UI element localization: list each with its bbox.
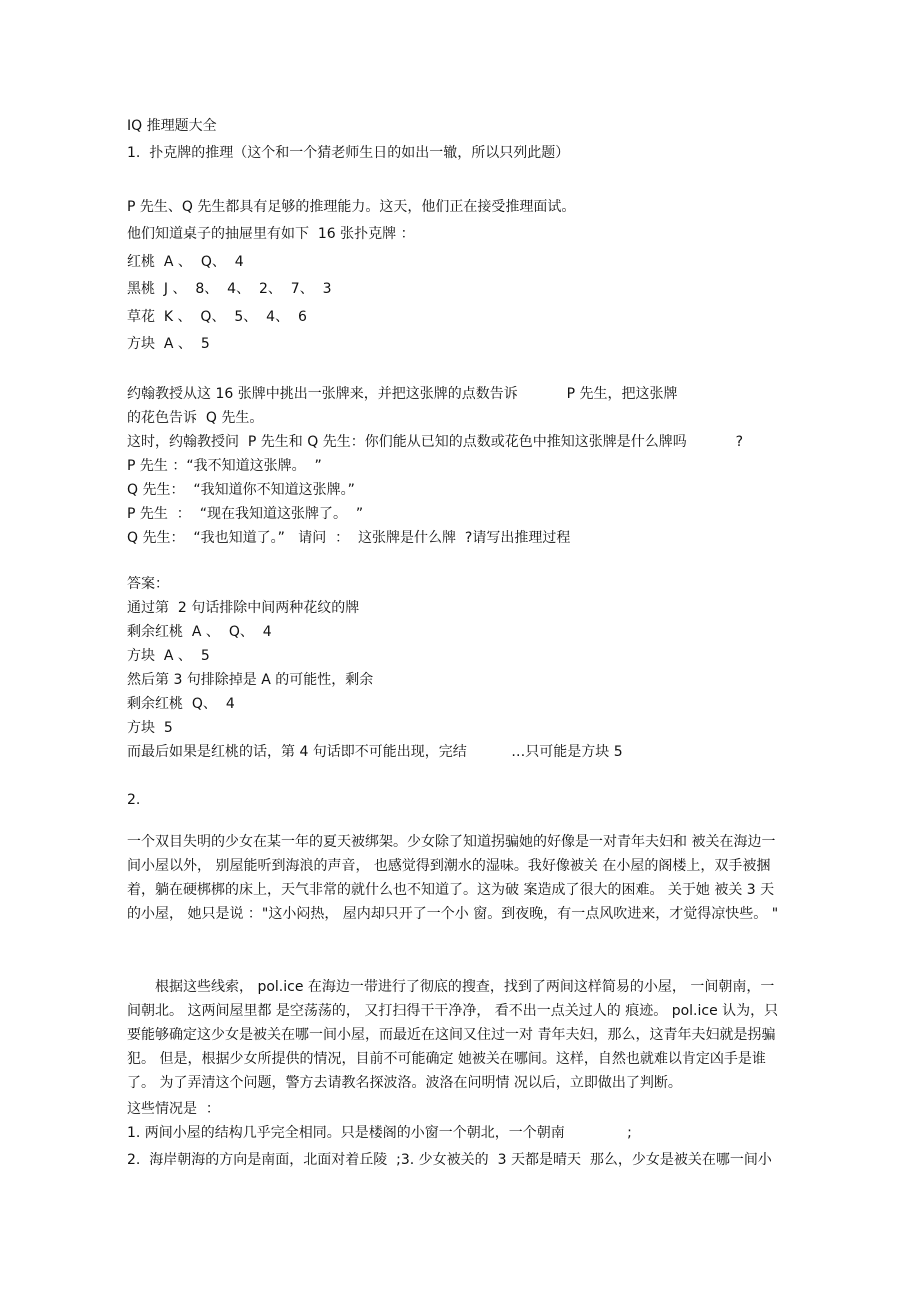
question-2-fact-1: 1. 两间小屋的结构几乎完全相同。只是楼阁的小窗一个朝北，一个朝南 ; xyxy=(127,1125,632,1141)
dialogue-line-3: P 先生 ： “现在我知道这张牌了。 ” xyxy=(127,506,364,522)
story-line-3: 这时，约翰教授问 P 先生和 Q 先生：你们能从已知的点数或花色中推知这张牌是什么牌吗 ? xyxy=(127,434,744,450)
intro-line-2: 他们知道桌子的抽屉里有如下 16 张扑克牌 ： xyxy=(127,226,415,242)
question-1-heading: 1. 扑克牌的推理（这个和一个猜老师生日的如出一辙，所以只列此题） xyxy=(127,145,570,161)
card-list-clubs: 草花 K 、 Q、 5、 4、 6 xyxy=(127,309,307,325)
answer-line-3: 方块 A 、 5 xyxy=(127,648,210,664)
answer-line-2: 剩余红桃 A 、 Q、 4 xyxy=(127,624,272,640)
story-line-1: 约翰教授从这 16 张牌中挑出一张牌来，并把这张牌的点数告诉 P 先生，把这张牌 xyxy=(127,386,678,402)
answer-line-7: 而最后如果是红桃的话，第 4 句话即不可能出现，完结 …只可能是方块 5 xyxy=(127,744,623,760)
intro-line-1: P 先生、Q 先生都具有足够的推理能力。这天，他们正在接受推理面试。 xyxy=(127,199,576,215)
card-list-hearts: 红桃 A 、 Q、 4 xyxy=(127,254,244,270)
question-2-paragraph-1: 一个双目失明的少女在某一年的夏天被绑架。少女除了知道拐骗她的好像是一对青年夫妇和 被关在海边一间小屋以外， 别屋能听到海浪的声音， 也感觉得到潮水的湿味。我好像被关 在小屋的阁楼上，双手被捆着，躺在硬梆梆的床上，天气非常的就什么也不知道了。这为破 案造成了很大的困难。 关于她 被关 3 天的小屋， 她只是说 ："这小闷热， 屋内却只开了一个小 窗。到夜晚，有一点风吹进来，才觉得凉快些。 " xyxy=(127,834,779,922)
dialogue-line-1: P 先生 ：“我不知道这张牌。 ” xyxy=(127,458,322,474)
question-2-paragraph-2: 根据这些线索， pol.ice 在海边一带进行了彻底的搜查，找到了两间这样简易的小屋， 一间朝南，一间朝北。 这两间屋里都 是空荡荡的， 又打扫得干干净净， 看不出一点关过人的 痕迹。 pol.ice 认为，只要能够确定这少女是被关在哪一间小屋，而最近在这间又住过一对 青年夫妇，那么，这青年夫妇就是拐骗犯。 但是，根据少女所提供的情况，目前不可能确定 她被关在哪间。这样，自然也就难以肯定凶手是谁了。 为了弄清这个问题，警方去请教名探波洛。波洛在问明情 况以后，立即做出了判断。 xyxy=(127,979,779,1091)
dialogue-line-4: Q 先生： “我也知道了。” 请问 ： 这张牌是什么牌 ?请写出推理过程 xyxy=(127,530,571,546)
answer-line-6: 方块 5 xyxy=(127,720,173,736)
document-title: IQ 推理题大全 xyxy=(127,118,217,134)
question-2-conditions-label: 这些情况是 ： xyxy=(127,1101,220,1117)
card-list-diamonds: 方块 A 、 5 xyxy=(127,336,210,352)
question-2-fact-2: 2. 海岸朝海的方向是南面，北面对着丘陵 ;3. 少女被关的 3 天都是晴天 那么，少女是被关在哪一间小 xyxy=(127,1152,772,1168)
answer-line-1: 通过第 2 句话排除中间两种花纹的牌 xyxy=(127,600,360,616)
question-2-heading: 2. xyxy=(127,792,141,808)
card-list-spades: 黑桃 J 、 8、 4、 2、 7、 3 xyxy=(127,281,332,297)
answer-label: 答案： xyxy=(127,576,169,592)
answer-line-4: 然后第 3 句排除掉是 A 的可能性，剩余 xyxy=(127,672,374,688)
answer-line-5: 剩余红桃 Q、 4 xyxy=(127,696,235,712)
story-line-2: 的花色告诉 Q 先生。 xyxy=(127,410,264,426)
dialogue-line-2: Q 先生： “我知道你不知道这张牌。” xyxy=(127,482,355,498)
